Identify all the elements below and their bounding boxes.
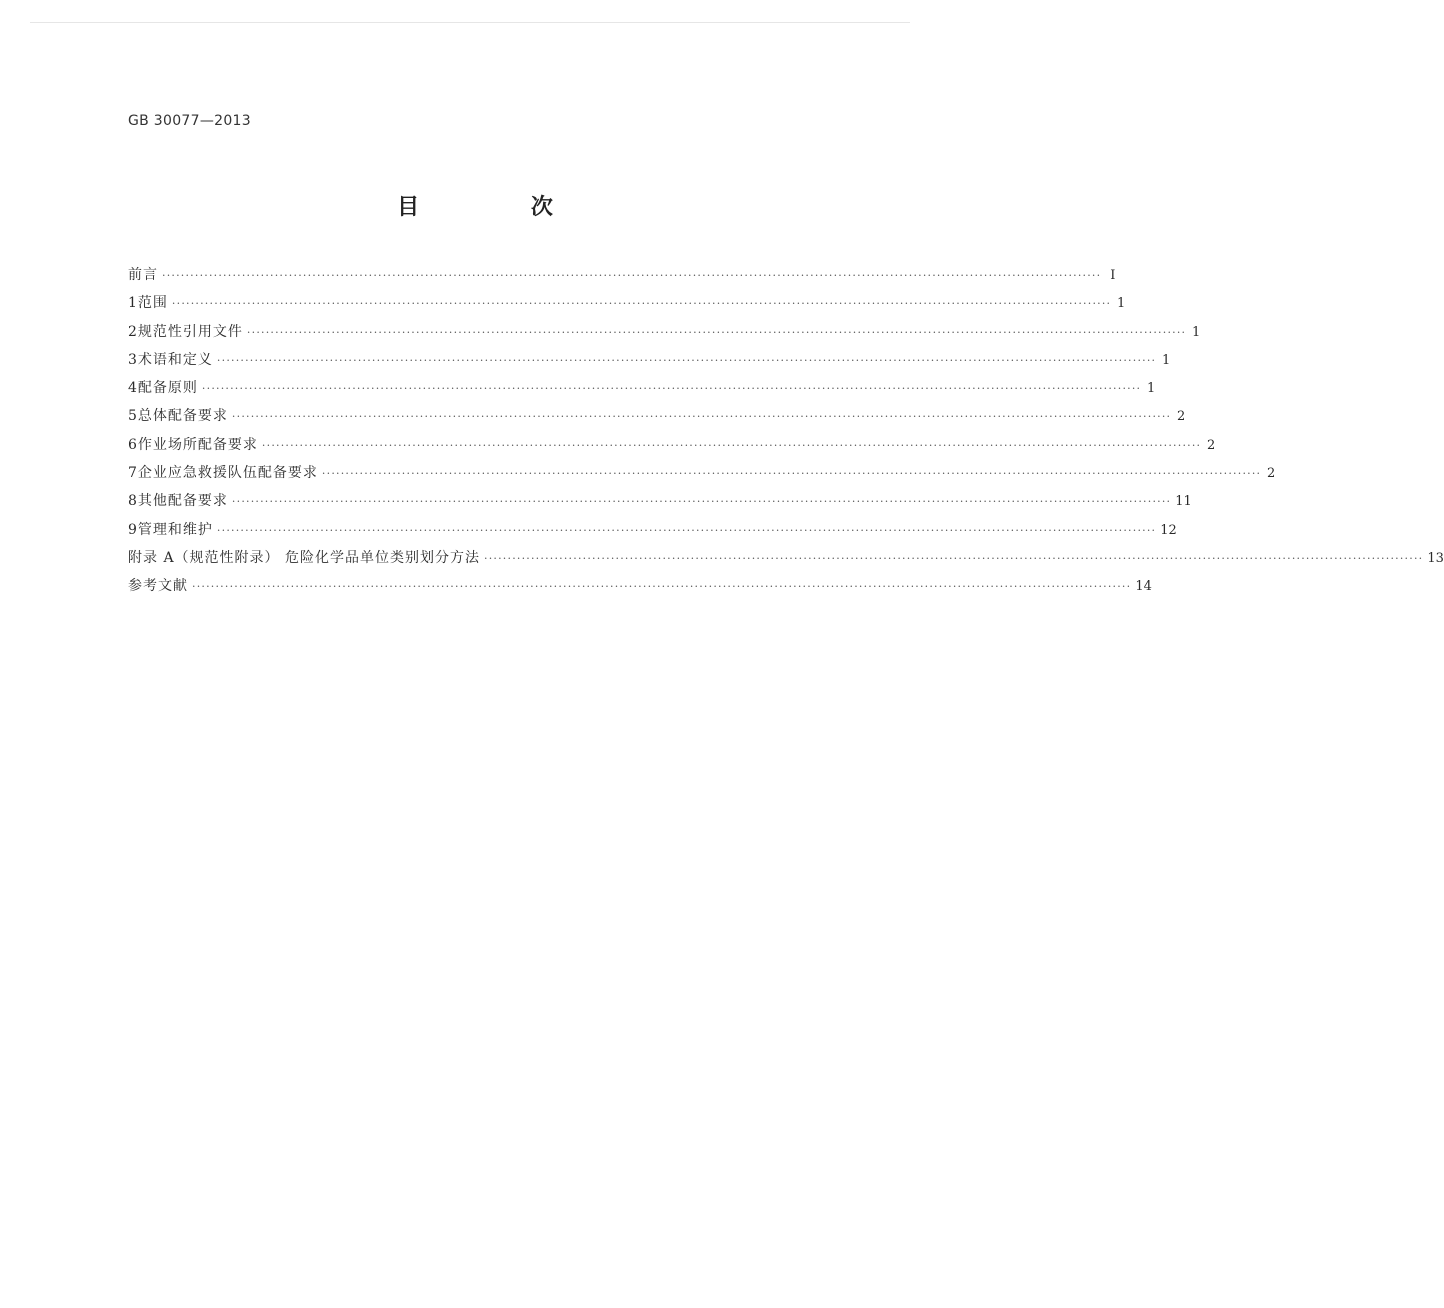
toc-entry-number: 4 <box>128 380 138 397</box>
toc-title: 目 次 <box>397 195 605 220</box>
toc-entry-title: 前言 <box>128 267 158 283</box>
toc-entry[interactable] <box>128 575 1152 603</box>
toc-entry-title: 附录 A（规范性附录） 危险化学品单位类别划分方法 <box>128 549 481 566</box>
toc-entry-page: Ⅰ <box>1110 268 1116 283</box>
toc-dot-leader: ········································································································································································································ <box>261 438 1202 452</box>
toc-entry-page: 11 <box>1175 494 1192 510</box>
toc-entry-number: 5 <box>128 408 138 425</box>
toc-entry-number: 1 <box>128 295 138 312</box>
toc-entry-page: 1 <box>1146 381 1156 397</box>
toc-dot-leader: ········································································································································································································ <box>484 551 1424 565</box>
toc-dot-leader: ········································································································································································································ <box>231 410 1172 424</box>
toc-entry-page: 1 <box>1116 296 1126 312</box>
toc-entry[interactable] <box>128 377 1156 405</box>
toc-entry-title: 范围 <box>137 295 168 312</box>
toc-entry-title: 管理和维护 <box>137 521 213 538</box>
toc-entry-title: 作业场所配备要求 <box>137 436 258 453</box>
toc-dot-leader: ········································································································································································································ <box>216 523 1157 537</box>
standard-number: GB 30077—2013 <box>128 113 251 129</box>
toc-dot-leader: ········································································································································································································ <box>216 353 1157 367</box>
toc-entry-number: 9 <box>128 521 138 538</box>
toc-entry-page: 1 <box>1191 324 1201 340</box>
toc-entry-title: 其他配备要求 <box>137 493 228 510</box>
toc-dot-leader: ········································································································································································································ <box>171 297 1112 311</box>
scan-edge-line <box>30 22 910 23</box>
toc-entry[interactable] <box>128 405 1186 433</box>
toc-dot-leader: ········································································································································································································ <box>162 269 1102 282</box>
toc-dot-leader: ········································································································································································································ <box>246 325 1187 339</box>
toc-entry-number: 8 <box>128 493 138 510</box>
toc-entry[interactable] <box>128 547 1444 575</box>
toc-entry[interactable] <box>128 519 1177 547</box>
toc-entry-title: 配备原则 <box>137 380 198 397</box>
toc-entry[interactable] <box>128 264 1116 292</box>
toc-entry[interactable] <box>128 434 1216 462</box>
toc-entry-page: 13 <box>1427 550 1444 566</box>
toc-entry-page: 2 <box>1266 466 1276 482</box>
toc-entry[interactable] <box>128 349 1171 377</box>
toc-dot-leader: ········································································································································································································ <box>201 382 1142 396</box>
toc-entry-title: 企业应急救援队伍配备要求 <box>137 465 318 482</box>
toc-entry-title: 参考文献 <box>128 578 188 595</box>
toc-entry[interactable] <box>128 321 1201 349</box>
toc-entry[interactable] <box>128 490 1192 518</box>
toc-entry-number: 6 <box>128 436 138 453</box>
toc-entry-page: 2 <box>1176 409 1186 425</box>
toc-entry-title: 总体配备要求 <box>137 408 228 425</box>
toc-dot-leader: ········································································································································································································ <box>192 580 1132 594</box>
toc-entry-page: 2 <box>1206 437 1216 453</box>
table-of-contents <box>128 264 1444 604</box>
toc-entry-number: 3 <box>128 351 138 368</box>
toc-dot-leader: ········································································································································································································ <box>321 467 1262 481</box>
toc-entry-title: 术语和定义 <box>137 351 213 368</box>
toc-entry-page: 12 <box>1160 522 1177 538</box>
toc-entry-number: 2 <box>128 323 138 340</box>
toc-dot-leader: ········································································································································································································ <box>231 495 1172 509</box>
toc-entry[interactable] <box>128 292 1126 320</box>
toc-entry-title: 规范性引用文件 <box>137 323 243 340</box>
toc-entry-number: 7 <box>128 465 138 482</box>
toc-entry-page: 1 <box>1161 352 1171 368</box>
toc-entry-page: 14 <box>1135 579 1152 595</box>
toc-entry[interactable] <box>128 462 1276 490</box>
